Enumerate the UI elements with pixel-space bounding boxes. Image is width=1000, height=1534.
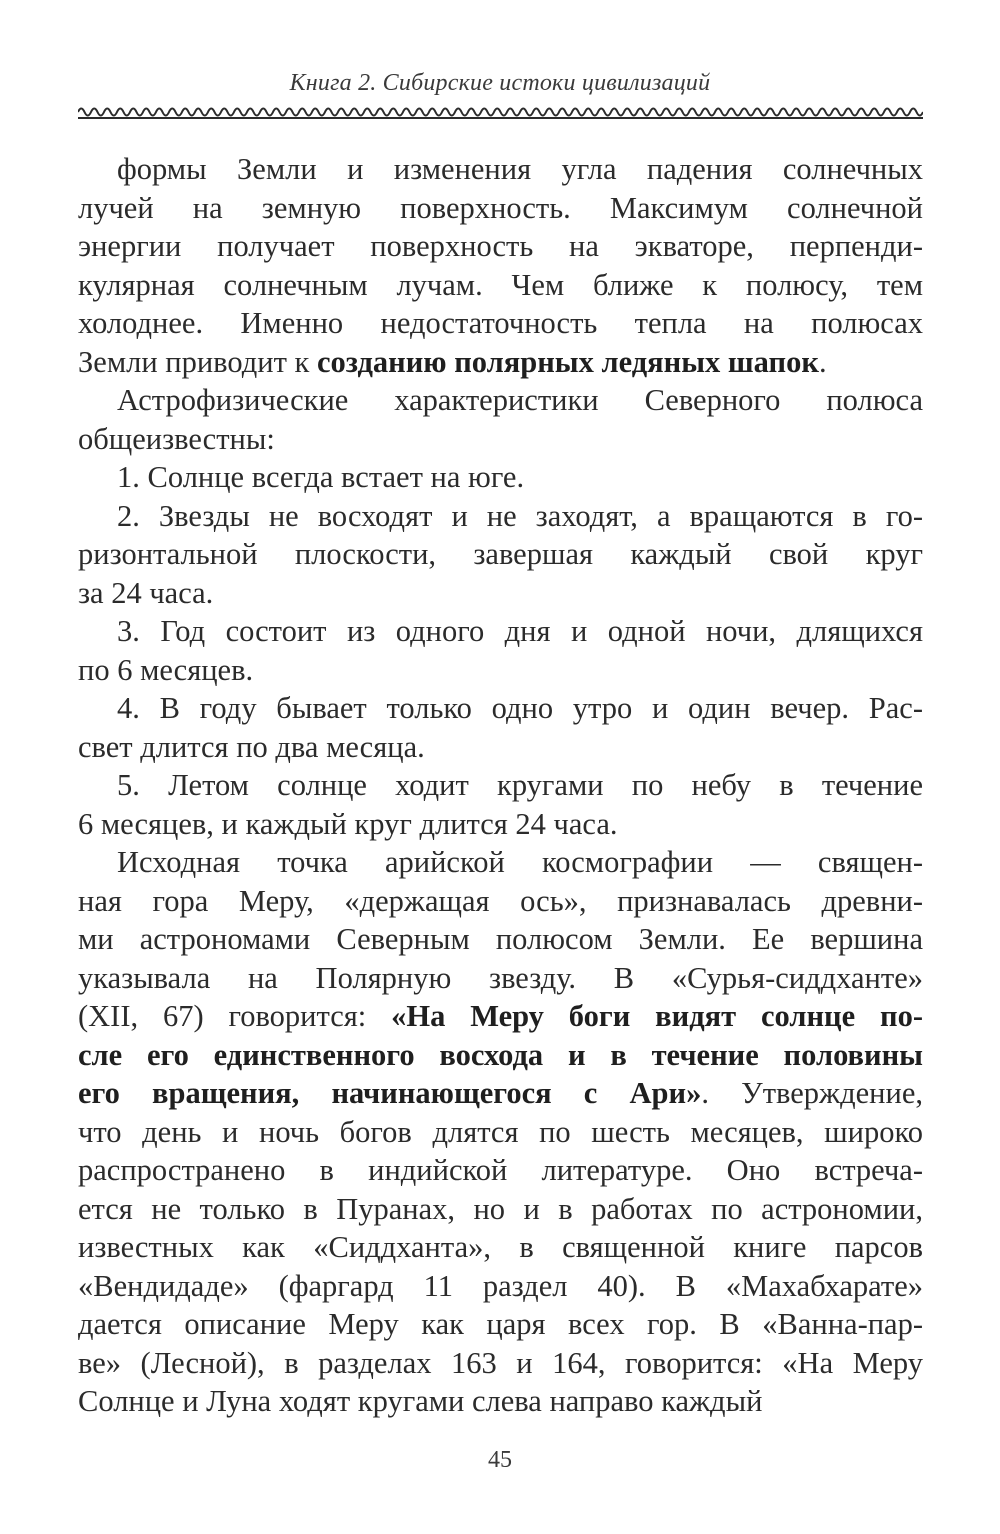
line-text: свет длится по два месяца. [78, 729, 425, 764]
text-line [78, 766, 923, 805]
line-text: Астрофизические характеристики Северного полюса [117, 383, 923, 417]
line-text: кулярная солнечным лучам. Чем ближе к полюсу, тем [78, 267, 923, 302]
line-text: что день и ночь богов длятся по шесть месяцев, широко [78, 1114, 923, 1149]
line-text: ная гора Меру, «держащая ось», признавалась древни- [78, 883, 923, 918]
line-text: (XII, 67) говорится: [78, 999, 392, 1033]
line-text: ризонтальной плоскости, завершая каждый свой круг [78, 537, 923, 571]
paragraph [78, 458, 923, 497]
text-line [78, 1228, 923, 1267]
text-line [78, 1305, 923, 1344]
text-line [78, 574, 923, 613]
line-text: 4. В году бывает только одно утро и один вечер. Рас- [117, 691, 923, 725]
text-line [78, 266, 923, 305]
text-line [78, 497, 923, 536]
page-number: 45 [488, 1447, 512, 1473]
text-line [78, 189, 923, 228]
paragraph [78, 612, 923, 689]
text-line [78, 381, 923, 420]
text-line [78, 150, 923, 189]
bold-emphasis: сле его единственного восхода и в течение половины [78, 1037, 923, 1072]
text-line [78, 1036, 923, 1075]
text-line [78, 997, 923, 1036]
line-text-after: . [818, 344, 827, 379]
line-text: общеизвестны: [78, 421, 275, 456]
line-text: указывала на Полярную звезду. В «Сурья-сиддханте» [78, 960, 923, 995]
text-line [78, 420, 923, 459]
text-line [78, 651, 923, 690]
text-line [78, 1267, 923, 1306]
line-text: «Вендидаде» (фаргард 11 раздел 40). В «Махабхарате» [78, 1268, 923, 1303]
line-text: формы Земли и изменения угла падения солнечных [117, 152, 923, 186]
bold-emphasis: его вращения, начинающегося с Ари» [78, 1076, 702, 1110]
text-line [78, 1074, 923, 1113]
text-line [78, 1113, 923, 1152]
line-text: ми астрономами Северным полюсом Земли. Ее вершина [78, 922, 923, 956]
text-line [78, 535, 923, 574]
running-title: Книга 2. Сибирские истоки цивилизаций [289, 70, 711, 96]
line-text: по 6 месяцев. [78, 652, 254, 687]
text-line [78, 227, 923, 266]
body-text [78, 150, 923, 1421]
line-text: лучей на земную поверхность. Максимум солнечной [78, 190, 923, 225]
text-line [78, 458, 923, 497]
text-line [78, 805, 923, 844]
text-line [78, 1190, 923, 1229]
line-text: 6 месяцев, и каждый круг длится 24 часа. [78, 806, 618, 841]
paragraph [78, 497, 923, 613]
text-line [78, 1382, 923, 1421]
decorative-ornament-rule [78, 103, 923, 123]
line-text: за 24 часа. [78, 575, 214, 610]
text-line [78, 728, 923, 767]
paragraph [78, 689, 923, 766]
paragraph [78, 150, 923, 381]
text-line [78, 304, 923, 343]
line-text: энергии получает поверхность на экваторе, перпенди- [78, 229, 923, 263]
line-text-after: . Утверждение, [701, 1076, 923, 1110]
text-line [78, 1344, 923, 1383]
text-line [78, 343, 923, 382]
text-line [78, 882, 923, 921]
line-text: 3. Год состоит из одного дня и одной ночи, длящихся [117, 614, 923, 648]
line-text: 5. Летом солнце ходит кругами по небу в течение [117, 768, 923, 802]
text-line [78, 920, 923, 959]
paragraph [78, 843, 923, 1421]
line-text: 1. Солнце всегда встает на юге. [117, 460, 525, 494]
bold-emphasis: созданию полярных ледяных шапок [316, 344, 819, 379]
line-text: известных как «Сиддханта», в священной книге парсов [78, 1230, 923, 1264]
text-line [78, 843, 923, 882]
paragraph [78, 766, 923, 843]
line-text: распространено в индийской литературе. Оно встреча- [78, 1153, 923, 1187]
text-line [78, 612, 923, 651]
paragraph [78, 381, 923, 458]
bold-emphasis: «На Меру боги видят солнце по- [391, 999, 923, 1033]
line-text: 2. Звезды не восходят и не заходят, а вращаются в го- [117, 498, 923, 533]
line-text: холоднее. Именно недостаточность тепла на полюсах [78, 306, 923, 340]
text-line [78, 1151, 923, 1190]
line-text: ве» (Лесной), в разделах 163 и 164, говорится: «На Меру [78, 1345, 923, 1380]
line-text: Исходная точка арийской космографии — священ- [117, 845, 923, 879]
text-line [78, 689, 923, 728]
line-text: ется не только в Пуранах, но и в работах по астрономии, [78, 1191, 923, 1226]
line-text: Солнце и Луна ходят кругами слева направо каждый [78, 1384, 763, 1418]
line-text: Земли приводит к [78, 344, 317, 379]
line-text: дается описание Меру как царя всех гор. В «Ванна-пар- [78, 1307, 923, 1341]
text-line [78, 959, 923, 998]
